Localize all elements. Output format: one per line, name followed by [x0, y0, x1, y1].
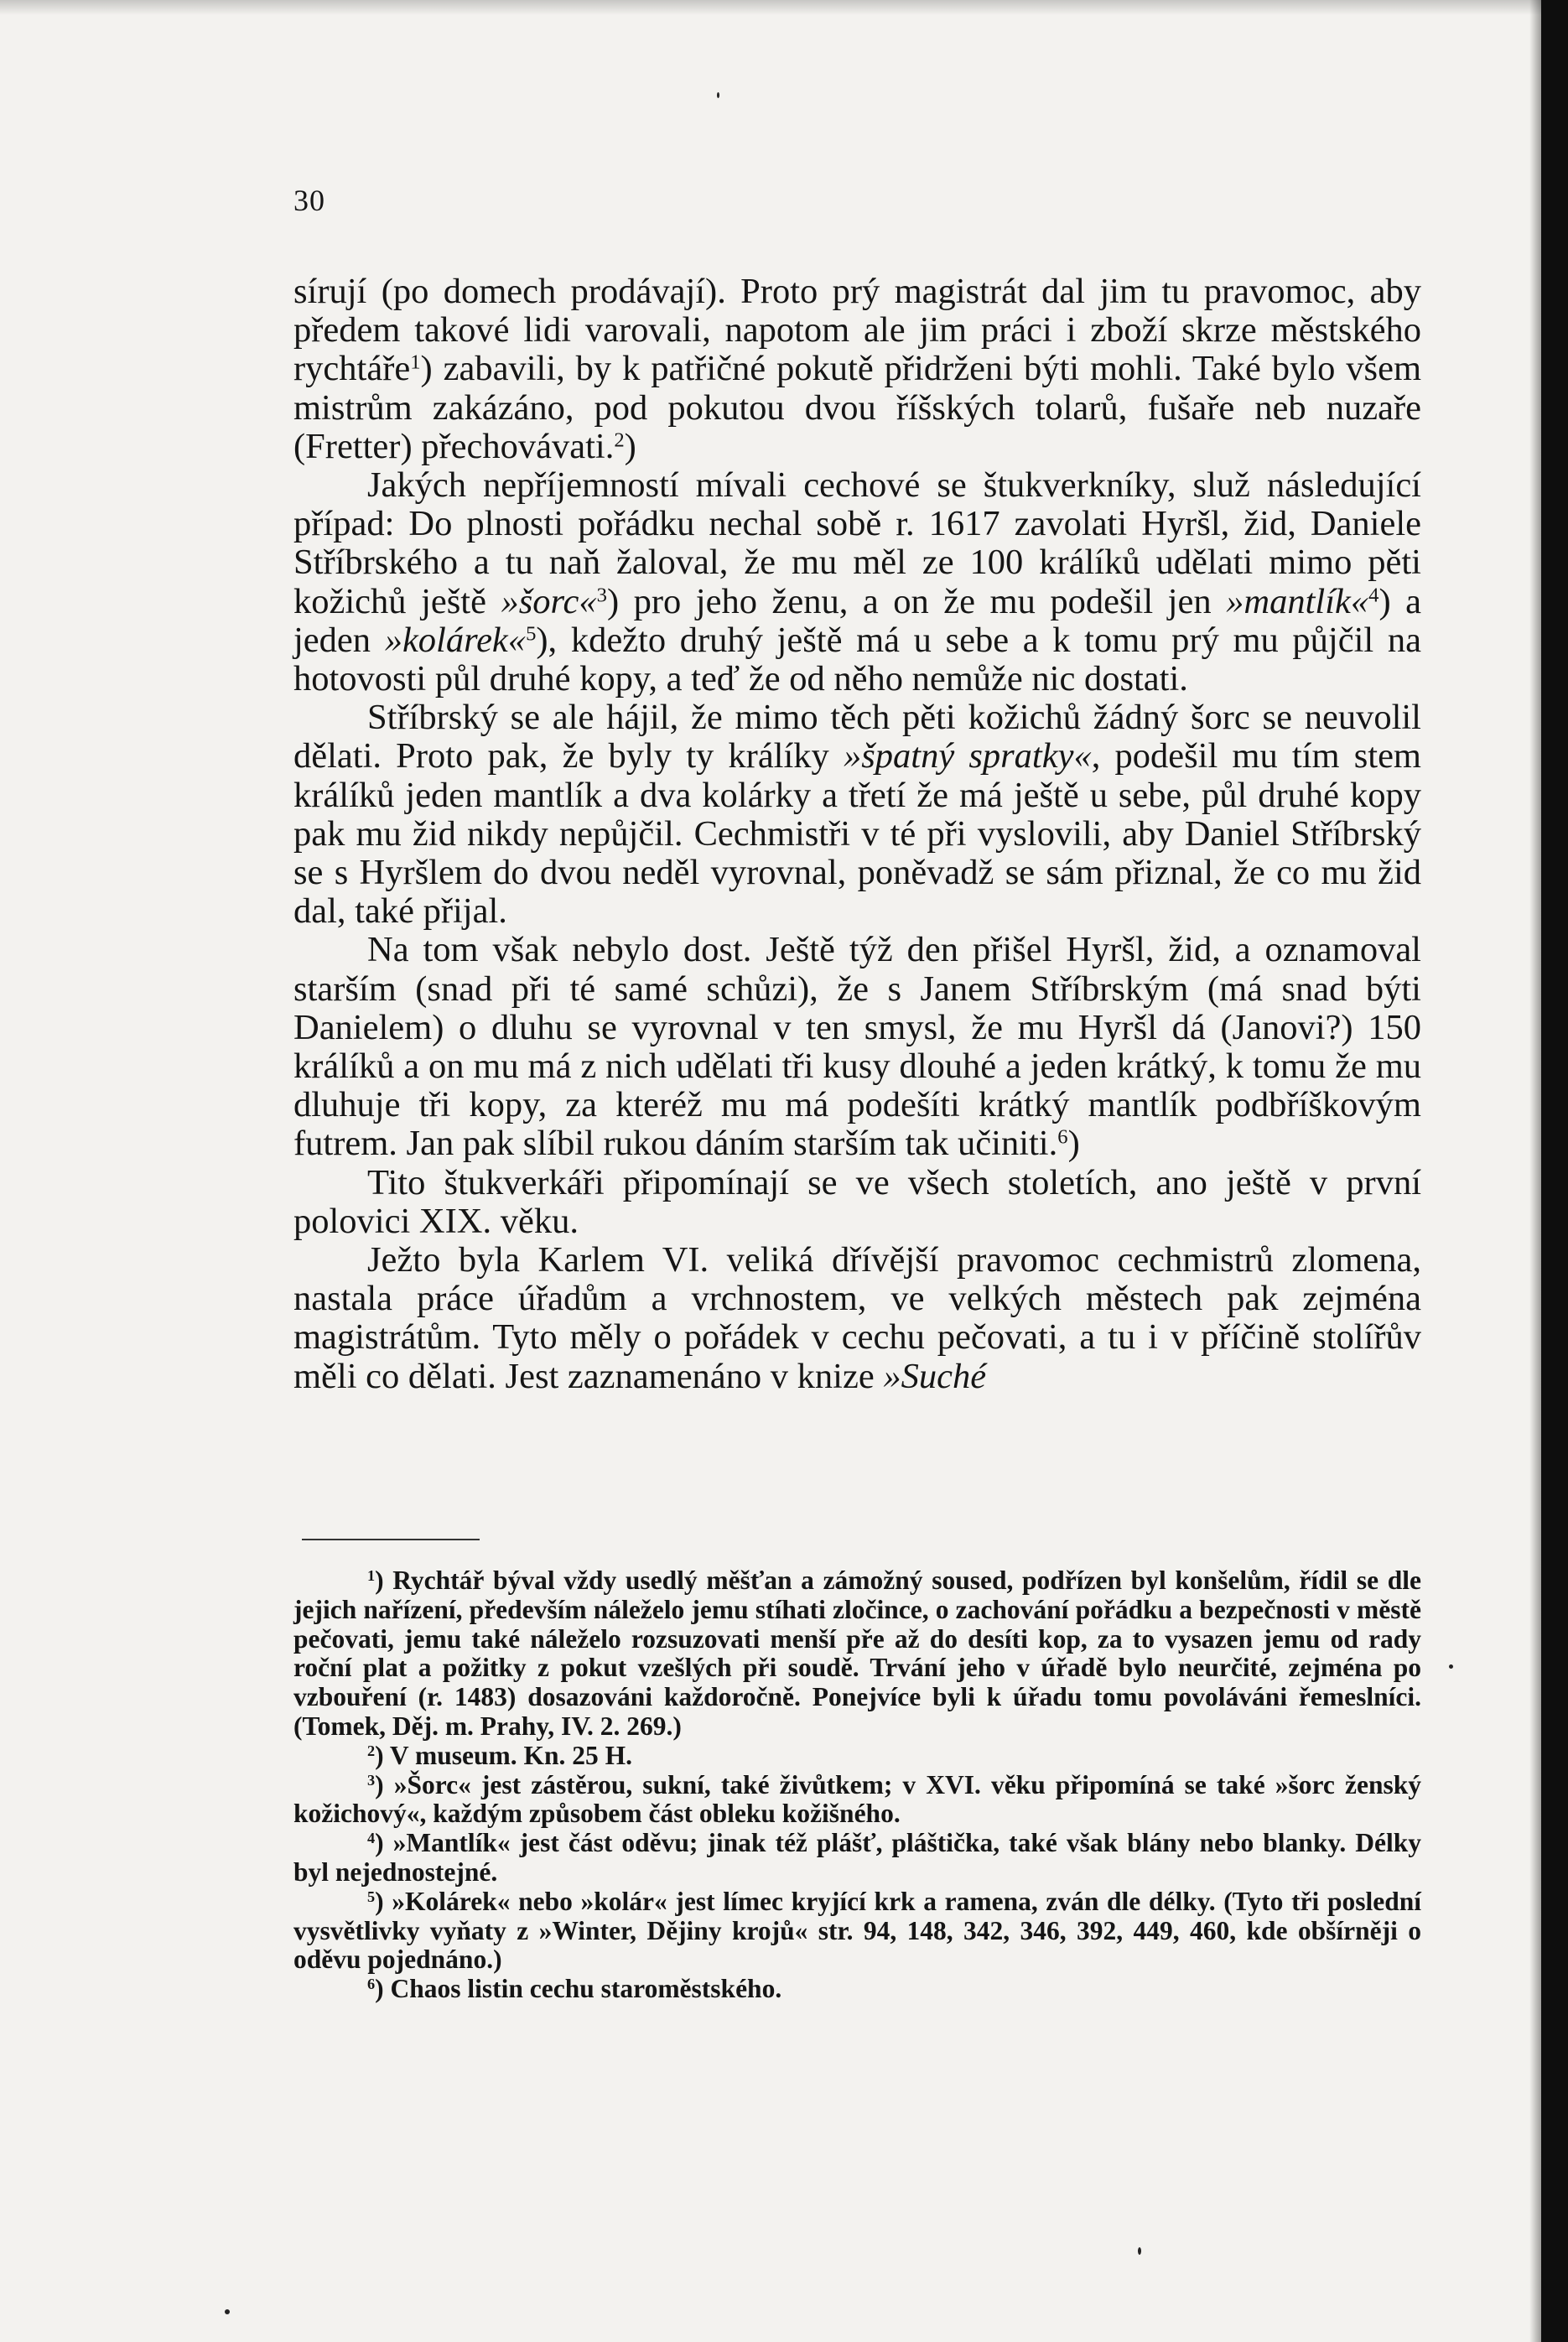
footnote-marker: 5 — [526, 622, 537, 646]
page-edge-dark — [1541, 0, 1568, 2342]
text-run: Ježto byla Karlem VI. veliká dřívější pravomoc cechmistrů zlomena, nastala práce úřadům a vrchnostem, ve velkých městech pak zejména magistrátům. Tyto měly o pořádek v cechu pečovati, a tu i v příčině stolířův měli co dělati. Jest zaznamenáno v knize — [293, 1240, 1421, 1396]
paragraph — [293, 466, 1421, 698]
italic-term: »Suché — [883, 1356, 987, 1396]
scan-speck — [1138, 2247, 1141, 2255]
footnote — [293, 1742, 1421, 1771]
footnote-marker: 3 — [596, 584, 607, 607]
text-run: ) »Kolárek« nebo »kolár« jest límec kryjící krk a ramena, zván dle délky. (Tyto tři poslední vysvětlivky vyňaty z »Winter, Dějiny krojů« str. 94, 148, 342, 346, 392, 449, 460, kde obšírněji o oděvu pojednáno.) — [293, 1886, 1421, 1975]
text-run: Jakých nepříjemností mívali cechové se štukverkníky, služ následující případ: Do plnosti pořádku nechal sobě r. 1617 zavolati Hyršl, žid, Daniele Stříbrského a tu naň žaloval, že mu měl ze 100 králíků udělati mimo pěti kožichů ještě — [293, 465, 1421, 621]
footnote-marker: 2 — [614, 428, 625, 452]
text-run: ) a jeden — [293, 581, 1421, 660]
italic-term: »mantlík« — [1226, 581, 1369, 621]
scan-speck — [225, 2309, 230, 2314]
text-run: Tito štukverkáři připomínají se ve všech stoletích, ano ještě v první polovici XIX. věku. — [293, 1162, 1421, 1241]
body-text — [293, 273, 1421, 1396]
page-top-shadow — [0, 0, 1568, 15]
text-run: ) pro jeho ženu, a on že mu podešil jen — [606, 581, 1227, 621]
footnote — [293, 1829, 1421, 1888]
footnote-marker: 6 — [1057, 1125, 1068, 1149]
scan-speck — [1449, 1664, 1453, 1669]
scan-speck — [717, 92, 719, 98]
text-run: ) V museum. Kn. 25 H. — [375, 1740, 633, 1770]
text-run: sírují (po domech prodávají). Proto prý magistrát dal jim tu pravomoc, aby předem takové lidi varovali, napotom ale jim práci i zboží skrze městského rychtáře — [293, 272, 1421, 389]
footnote-marker: 3 — [367, 1771, 376, 1789]
text-run: ) Rychtář býval vždy usedlý měšťan a zámožný soused, podřízen byl konšelům, řídil se dle jejich nařízení, především náleželo jemu stíhati zločince, o zachování pořádku a bezpečnosti v městě pečovati, jemu také náleželo rozsuzovati menší pře až do desíti kop, za to vysazen jemu od rady roční plat a požitky z pokut vzešlých při soudě. Trvání jeho v úřadě bylo neurčité, zejména po vzbouření (r. 1483) dosazováni každoročně. Ponejvíce byli k úřadu tomu povoláváni řemeslníci. (Tomek, Děj. m. Prahy, IV. 2. 269.) — [293, 1566, 1421, 1741]
paragraph — [293, 1164, 1421, 1241]
text-run: Stříbrský se ale hájil, že mimo těch pěti kožichů žádný šorc se neuvolil dělati. Proto pak, že byly ty králíky — [293, 698, 1421, 776]
text-run: ), kdežto druhý ještě má u sebe a k tomu prý mu půjčil na hotovosti půl druhé kopy, a teď že od něho nemůže nic dostati. — [293, 620, 1421, 699]
footnote-marker: 4 — [367, 1830, 376, 1847]
italic-term: »kolárek« — [384, 620, 527, 660]
footnote — [293, 1975, 1421, 2004]
text-run: ) zabavili, by k patřičné pokutě přidrženi býti mohli. Také bylo všem mistrům zakázáno, pod pokutou dvou říšských tolarů, fušaře neb nuzaře (Fretter) přechovávati. — [293, 349, 1421, 466]
footnote-marker: 1 — [410, 351, 421, 374]
paragraph — [293, 698, 1421, 931]
footnote-marker: 1 — [367, 1566, 376, 1584]
page-edge-shadow — [1529, 0, 1541, 2342]
text-run: ) »Mantlík« jest část oděvu; jinak též plášť, pláštička, také však blány nebo blanky. Délky byl nejednostejné. — [293, 1828, 1421, 1887]
footnote-marker: 4 — [1368, 584, 1379, 607]
footnotes — [293, 1566, 1421, 2004]
italic-term: »špatný spratky« — [843, 736, 1092, 776]
text-run: , podešil mu tím stem králíků jeden mantlík a dva kolárky a třetí že má ještě u sebe, půl druhé kopy pak mu žid nikdy nepůjčil. Cechmistři v té při vyslovili, aby Daniel Stříbrský se s Hyršlem do dvou neděl vyrovnal, poněvadž se sám přiznal, že co mu žid dal, také přijal. — [293, 736, 1421, 932]
footnote — [293, 1888, 1421, 1975]
italic-term: »šorc« — [501, 581, 597, 621]
text-run: ) »Šorc« jest zástěrou, sukní, také živůtkem; v XVI. věku připomíná se také »šorc ženský kožichový«, každým způsobem část obleku kožišného. — [293, 1769, 1421, 1829]
text-run: Na tom však nebylo dost. Ještě týž den přišel Hyršl, žid, a oznamoval starším (snad při té samé schůzi), že s Janem Stříbrským (má snad býti Danielem) o dluhu se vyrovnal v ten smysl, že mu Hyršl dá (Janovi?) 150 králíků a on mu má z nich udělati tři kusy dlouhé a jeden krátký, k tomu že mu dluhuje tři kopy, za kteréž mu má podešíti krátký mantlík podbříškovým futrem. Jan pak slíbil rukou dáním starším tak učiniti. — [293, 930, 1421, 1164]
paragraph — [293, 1241, 1421, 1396]
footnote-marker: 6 — [367, 1976, 376, 1993]
paragraph — [293, 273, 1421, 466]
footnote-separator — [302, 1539, 480, 1540]
footnote-marker: 5 — [367, 1888, 376, 1905]
page-number: 30 — [293, 184, 325, 217]
text-run: ) — [624, 426, 636, 466]
footnote-marker: 2 — [367, 1742, 376, 1759]
footnote — [293, 1566, 1421, 1742]
text-run: ) — [1067, 1124, 1080, 1164]
text-run: ) Chaos listin cechu staroměstského. — [375, 1974, 782, 2004]
paragraph — [293, 931, 1421, 1163]
footnote — [293, 1771, 1421, 1830]
